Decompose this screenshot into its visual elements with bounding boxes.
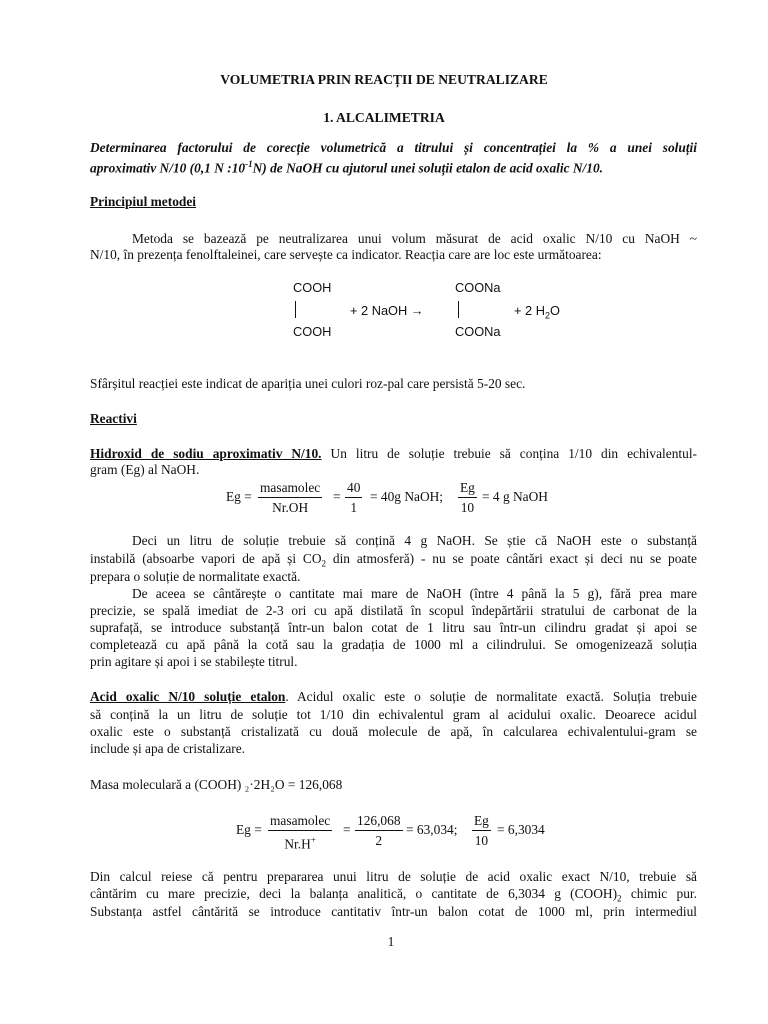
fraction-40-1: $\frac{40}{1}$ [347,480,361,515]
oxalic-line-3: oxalic este o substanță cristalizată cu două molecule de apă, în calcularea echivalentului-gram se [90,724,697,739]
molar-mass-line: Masa moleculară a (COOH) ₂·2H₂O = 126,068 [90,777,343,792]
intro-line-1: Determinarea factorului de corecție volumetrică a titrului și concentrației la % a unei soluții [90,140,697,155]
oxalic-line-2: să conțină la un litru de soluție tot 1/10 din echivalentul gram al acidului oxalic. Deoarece acidul [90,707,697,722]
naoh-paragraph-line-4: De aceea se cântărește o cantitate mai mare de NaOH (între 4 până la 5 g), fără prea mare [132,586,697,601]
section-heading: 1. ALCALIMETRIA [323,110,445,125]
reaction-right-bond [458,301,459,318]
fraction2-126-2: $\frac{126,068}{2}$ [357,813,401,848]
naoh-paragraph-line-8: prin agitare și apoi i se stabilește titrul. [90,654,298,669]
oxalic-line-4: include și apa de cristalizare. [90,741,246,756]
principle-line-2: N/10, în prezența fenolftaleinei, care servește ca indicator. Reacția care are loc este următoarea: [90,247,602,262]
fraction-molar-mass: masamolec Nr.OH [260,480,321,515]
formula-lhs: Eg = [226,489,252,504]
naoh-line-2: gram (Eg) al NaOH. [90,462,200,477]
naoh-paragraph-line-6: suprafață, se introduce substanță într-un balon cotat de 1 litru sau într-un cilindru gradat și apoi se [90,620,697,635]
page-number: 1 [387,934,395,949]
reaction-left-top: COOH [293,280,332,295]
reaction-end-text: Sfârșitul reacției este indicat de apariția unei culori roz-pal care persistă 5-20 sec. [90,376,526,391]
final-line-2: cântărim cu mare precizie, deci la balanța analitică, o cantitate de 6,3034 g $(COOH)_2$ chimic pur. [90,886,697,904]
intro-line-2: aproximativ N/10 (0,1 N $:10^{-1}N$) de NaOH cu ajutorul unei soluții etalon de acid oxalic N/10. [90,159,604,176]
formula-equals: = [333,489,341,504]
principle-line-1: Metoda se bazează pe neutralizarea unui volum măsurat de acid oxalic N/10 cu NaOH ~ [132,231,697,246]
reagents-heading: Reactivi [90,411,137,426]
reaction-right-top: COONa [455,280,501,295]
naoh-paragraph-line-5: precizie, se spală imediat de 2-3 ori cu apă distilată în scopul îndepărtării stratului de carbonat de la [90,603,697,618]
naoh-paragraph-line-7: completează cu apă până la cotă sau la gradația de 1000 ml a cilindrului. Se omogenizează soluția [90,637,697,652]
formula2-result-6: = 6,3034 [497,822,545,837]
naoh-paragraph-line-1: Deci un litru de soluție trebuie să conțină 4 g NaOH. Se știe că NaOH este o substanță [132,533,697,548]
final-line-1: Din calcul reiese că pentru prepararea unui litru de soluție de acid oxalic exact N/10, trebuie să [90,869,697,884]
reaction-water: + 2 $H_2O$ [514,303,560,321]
formula2-equals: = [343,822,351,837]
fraction-eg-10: $\frac{Eg}{10}$ [460,480,475,515]
reaction-left-bottom: COOH [293,324,332,339]
formula2-lhs: Eg = [236,822,262,837]
naoh-paragraph-line-3: prepara o soluție de normalitate exactă. [90,569,301,584]
reaction-reagent: + 2 NaOH → [350,303,424,318]
naoh-paragraph-line-2: instabilă (absoarbe vapori de apă și $CO_2$ din atmosferă) - nu se poate cântări exact și deci nu se poate [90,551,697,569]
fraction2-molar-mass: masamolec Nr.H+ [270,813,331,852]
formula-result-40g: = 40g NaOH; [370,489,444,504]
final-line-3: Substanța astfel cântărită se introduce cantitativ într-un balon cotat de 1000 ml, prin intermediul [90,904,697,919]
reaction-right-bottom: COONa [455,324,501,339]
reaction-left-bond [295,301,296,318]
oxalic-line-1: Acid oxalic N/10 soluție etalon. Acidul oxalic este o soluție de normalitate exactă. Soluția trebuie [90,689,697,704]
formula-result-4g: = 4 g NaOH [482,489,548,504]
principle-heading: Principiul metodei [90,194,197,209]
formula2-result-63: = 63,034; [406,822,458,837]
fraction2-eg-10: $\frac{Eg}{10}$ [474,813,489,848]
document-title: VOLUMETRIA PRIN REACȚII DE NEUTRALIZARE [220,72,548,87]
naoh-line-1: Hidroxid de sodiu aproximativ N/10. Un litru de soluție trebuie să conțina 1/10 din echivalentul- [90,446,697,461]
